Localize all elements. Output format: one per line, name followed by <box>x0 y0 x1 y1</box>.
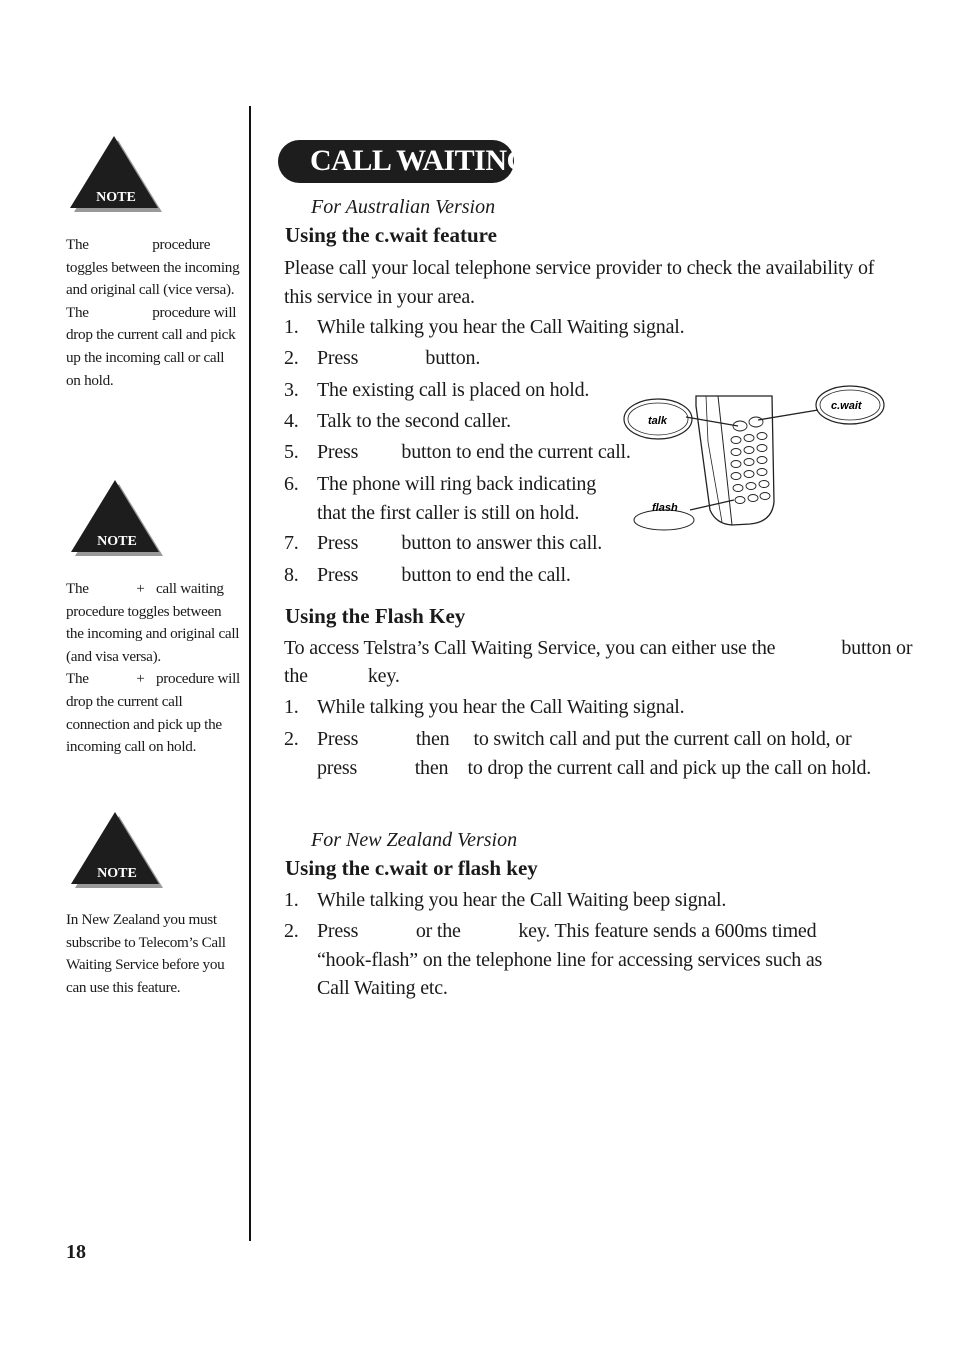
heading-nz: Using the c.wait or flash key <box>285 856 538 880</box>
note-label: NOTE <box>96 190 136 205</box>
heading-cwait: Using the c.wait feature <box>285 223 497 247</box>
side-note-2: The + call waiting procedure toggles between the incoming and original call (and visa versa). The + procedure will drop the current call connection and pick up the incoming call on hold. <box>66 580 240 756</box>
vertical-divider <box>249 106 251 1241</box>
note-icon <box>65 812 165 890</box>
flash-intro-line1: To access Telstra’s Call Waiting Service, you can either use the button or <box>284 637 913 659</box>
intro-paragraph: Please call your local telephone service provider to check the availability of this service in your area. <box>284 257 875 308</box>
flash-intro-line2: the key. <box>284 665 400 687</box>
heading-flash: Using the Flash Key <box>285 604 466 628</box>
side-note-3: In New Zealand you must subscribe to Telecom’s Call Waiting Service before you can use this feature. <box>66 911 226 996</box>
page-title: CALL WAITING <box>310 144 530 177</box>
note-icon <box>64 136 164 214</box>
subtitle-new-zealand: For New Zealand Version <box>311 829 518 851</box>
page-number: 18 <box>66 1241 86 1263</box>
subtitle-australia: For Australian Version <box>311 196 496 218</box>
note-icon <box>65 480 165 558</box>
cwait-label: c.wait <box>831 400 862 412</box>
flash-label: flash <box>652 502 678 514</box>
side-note-1: The procedure toggles between the incoming and original call (vice versa). The procedure will drop the current call and pick up the incoming call or call on hold. <box>66 236 240 389</box>
note-label: NOTE <box>97 866 137 881</box>
talk-label: talk <box>648 415 667 427</box>
phone-illustration <box>622 382 890 532</box>
note-label: NOTE <box>97 534 137 549</box>
